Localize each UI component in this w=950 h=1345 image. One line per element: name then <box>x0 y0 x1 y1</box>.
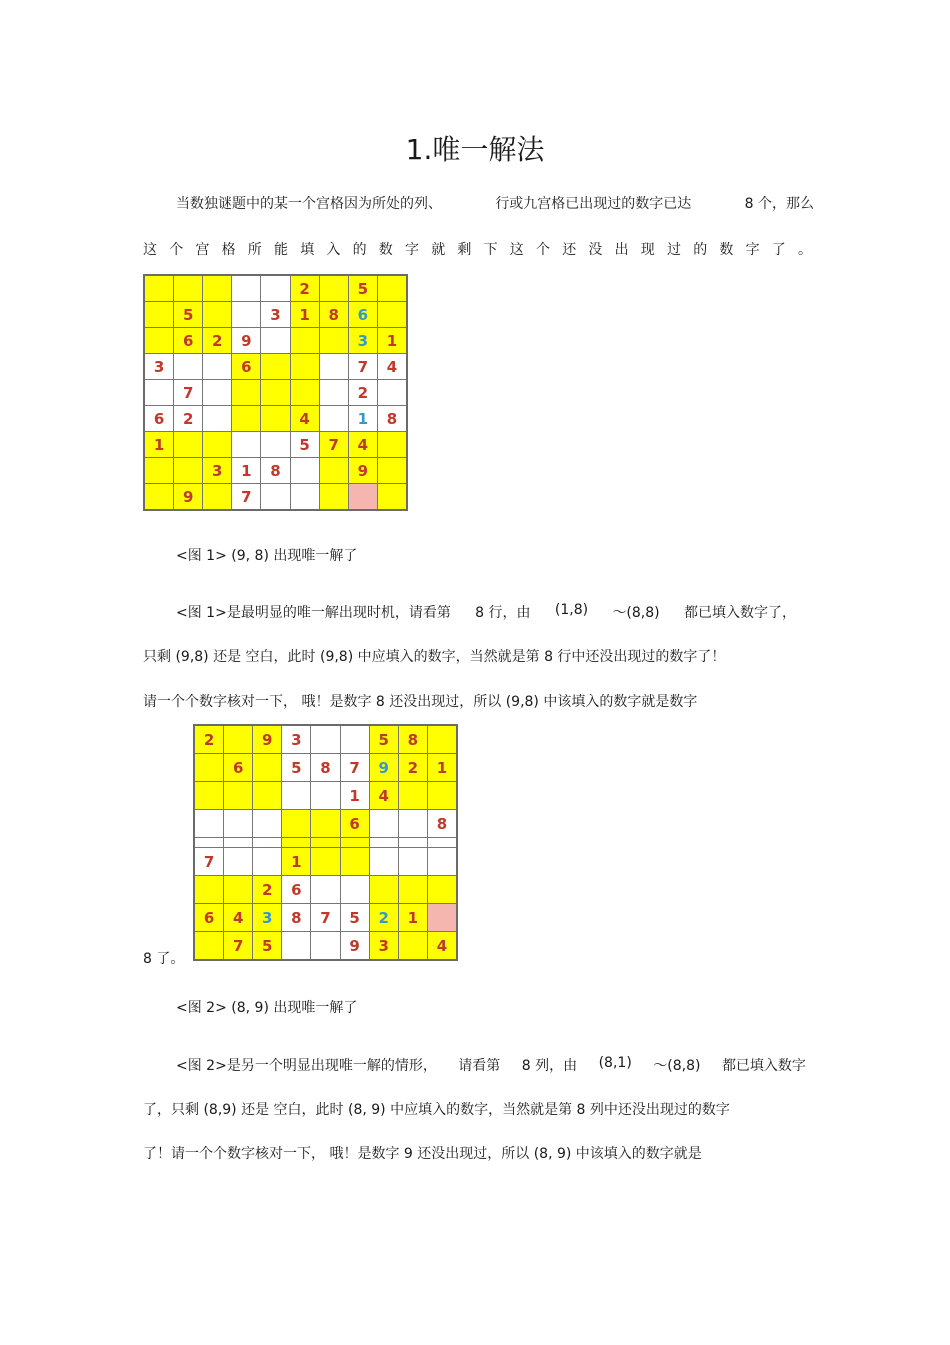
sudoku-cell: 5 <box>282 754 310 781</box>
sudoku-cell <box>320 484 348 509</box>
sudoku-cell <box>399 848 427 875</box>
paragraph-3-line-2: 了，只剩 (8,9) 还是 空白，此时 (8, 9) 中应填入的数字，当然就是第 8 列中还没出现过的数字 <box>143 1102 730 1118</box>
sudoku-cell: 7 <box>174 380 202 405</box>
sudoku-cell <box>253 838 281 847</box>
sudoku-cell <box>203 276 231 301</box>
sudoku-cell: 6 <box>195 904 223 931</box>
sudoku-cell: 2 <box>253 876 281 903</box>
sudoku-cell <box>341 848 369 875</box>
sudoku-cell <box>145 458 173 483</box>
sudoku-cell <box>253 848 281 875</box>
sudoku-cell <box>282 932 310 959</box>
sudoku-cell <box>232 432 260 457</box>
sudoku-cell <box>174 432 202 457</box>
sudoku-cell <box>203 302 231 327</box>
sudoku-cell <box>261 328 289 353</box>
sudoku-cell <box>253 782 281 809</box>
sudoku-cell: 6 <box>145 406 173 431</box>
sudoku-cell <box>291 484 319 509</box>
text-span: 行或九宫格已出现过的数字已达 <box>495 196 692 212</box>
sudoku-cell <box>378 458 406 483</box>
sudoku-cell <box>282 782 310 809</box>
sudoku-cell: 7 <box>320 432 348 457</box>
sudoku-cell: 6 <box>349 302 377 327</box>
sudoku-cell: 7 <box>311 904 339 931</box>
sudoku-cell <box>428 904 456 931</box>
sudoku-cell: 1 <box>145 432 173 457</box>
sudoku-cell <box>311 838 339 847</box>
sudoku-cell <box>370 876 398 903</box>
sudoku-cell <box>261 354 289 379</box>
sudoku-cell <box>253 754 281 781</box>
sudoku-cell: 9 <box>253 726 281 753</box>
paragraph-2-line-3: 请一个个数字核对一下， 哦！是数字 8 还没出现过，所以 (9,8) 中该填入的数字就是数字 <box>143 694 698 710</box>
sudoku-cell: 6 <box>232 354 260 379</box>
text-span: 8 列，由 <box>521 1058 578 1074</box>
sudoku-cell: 5 <box>341 904 369 931</box>
paragraph-1-line-1 <box>176 193 814 213</box>
sudoku-figure-1 <box>143 274 408 511</box>
sudoku-cell <box>195 838 223 847</box>
text-span: 当数独谜题中的某一个宫格因为所处的列、 <box>176 196 442 212</box>
sudoku-cell <box>145 484 173 509</box>
sudoku-cell <box>261 276 289 301</box>
sudoku-cell <box>224 838 252 847</box>
sudoku-cell: 5 <box>174 302 202 327</box>
sudoku-cell: 8 <box>282 904 310 931</box>
sudoku-cell <box>341 876 369 903</box>
sudoku-cell <box>311 932 339 959</box>
sudoku-cell <box>232 380 260 405</box>
sudoku-cell <box>428 876 456 903</box>
sudoku-cell: 1 <box>341 782 369 809</box>
sudoku-cell <box>311 848 339 875</box>
sudoku-cell: 2 <box>291 276 319 301</box>
sudoku-cell: 4 <box>224 904 252 931</box>
sudoku-figure-2 <box>193 724 458 961</box>
page-title: 1.唯一解法 <box>405 133 545 166</box>
sudoku-cell <box>195 754 223 781</box>
sudoku-cell: 4 <box>291 406 319 431</box>
sudoku-cell: 8 <box>378 406 406 431</box>
sudoku-cell <box>311 726 339 753</box>
sudoku-cell <box>311 876 339 903</box>
sudoku-cell: 1 <box>399 904 427 931</box>
sudoku-cell: 8 <box>311 754 339 781</box>
sudoku-cell: 5 <box>253 932 281 959</box>
sudoku-cell <box>195 876 223 903</box>
sudoku-cell: 1 <box>378 328 406 353</box>
paragraph-3-line-1 <box>176 1055 806 1075</box>
sudoku-cell <box>282 810 310 837</box>
sudoku-cell <box>349 484 377 509</box>
sudoku-cell: 5 <box>349 276 377 301</box>
sudoku-cell <box>341 838 369 847</box>
sudoku-cell: 9 <box>341 932 369 959</box>
text-span: ～(8,8) <box>612 605 660 621</box>
sudoku-cell <box>174 354 202 379</box>
sudoku-cell <box>399 810 427 837</box>
sudoku-cell <box>261 484 289 509</box>
sudoku-cell <box>145 276 173 301</box>
sudoku-cell: 4 <box>428 932 456 959</box>
sudoku-cell: 5 <box>370 726 398 753</box>
sudoku-cell <box>311 810 339 837</box>
figure-2-prefix-text: 8 了。 <box>143 951 185 967</box>
sudoku-cell <box>320 328 348 353</box>
sudoku-cell: 9 <box>174 484 202 509</box>
sudoku-cell: 2 <box>349 380 377 405</box>
sudoku-cell: 9 <box>349 458 377 483</box>
text-span: (8,1) <box>598 1055 632 1071</box>
sudoku-cell <box>378 484 406 509</box>
sudoku-cell: 4 <box>349 432 377 457</box>
sudoku-cell <box>224 782 252 809</box>
sudoku-cell <box>195 932 223 959</box>
sudoku-cell <box>370 838 398 847</box>
sudoku-cell: 7 <box>341 754 369 781</box>
sudoku-cell <box>320 276 348 301</box>
sudoku-cell <box>203 380 231 405</box>
text-span: (1,8) <box>554 602 589 618</box>
sudoku-cell: 6 <box>174 328 202 353</box>
sudoku-cell: 3 <box>253 904 281 931</box>
sudoku-cell: 7 <box>232 484 260 509</box>
sudoku-cell: 7 <box>349 354 377 379</box>
sudoku-cell <box>203 484 231 509</box>
sudoku-cell: 7 <box>224 932 252 959</box>
sudoku-cell <box>399 782 427 809</box>
paragraph-3-line-3: 了！请一个个数字核对一下， 哦！是数字 9 还没出现过，所以 (8, 9) 中该填入的数字就是 <box>143 1146 702 1162</box>
sudoku-cell: 8 <box>399 726 427 753</box>
sudoku-cell <box>291 328 319 353</box>
sudoku-cell <box>203 406 231 431</box>
sudoku-cell <box>399 932 427 959</box>
sudoku-cell <box>311 782 339 809</box>
sudoku-cell: 1 <box>232 458 260 483</box>
sudoku-cell: 6 <box>224 754 252 781</box>
text-span: <图 2>是另一个明显出现唯一解的情形， <box>176 1058 437 1074</box>
sudoku-cell <box>378 276 406 301</box>
sudoku-cell: 3 <box>145 354 173 379</box>
sudoku-cell <box>232 276 260 301</box>
sudoku-cell: 2 <box>399 754 427 781</box>
sudoku-cell: 3 <box>203 458 231 483</box>
sudoku-cell <box>232 302 260 327</box>
sudoku-cell <box>224 726 252 753</box>
sudoku-cell: 8 <box>428 810 456 837</box>
sudoku-cell <box>261 406 289 431</box>
sudoku-cell: 9 <box>232 328 260 353</box>
paragraph-2-line-2: 只剩 (9,8) 还是 空白，此时 (9,8) 中应填入的数字，当然就是第 8 行中还没出现过的数字了！ <box>143 649 726 665</box>
sudoku-cell <box>370 810 398 837</box>
sudoku-cell <box>341 726 369 753</box>
sudoku-cell: 2 <box>174 406 202 431</box>
sudoku-cell <box>291 380 319 405</box>
sudoku-cell: 4 <box>378 354 406 379</box>
text-span: <图 1>是最明显的唯一解出现时机，请看第 <box>176 605 451 621</box>
sudoku-cell: 3 <box>349 328 377 353</box>
sudoku-cell: 7 <box>195 848 223 875</box>
sudoku-cell <box>370 848 398 875</box>
sudoku-cell <box>378 432 406 457</box>
sudoku-cell <box>428 782 456 809</box>
figure-2-caption: <图 2> (8, 9) 出现唯一解了 <box>176 1000 358 1016</box>
figure-1-caption: <图 1> (9, 8) 出现唯一解了 <box>176 548 358 564</box>
sudoku-cell <box>399 838 427 847</box>
text-span: 都已填入数字了， <box>683 605 796 621</box>
text-span: 请看第 <box>458 1058 501 1074</box>
text-span: 8 个，那么 <box>744 196 814 212</box>
sudoku-cell <box>291 458 319 483</box>
sudoku-cell <box>428 838 456 847</box>
sudoku-cell <box>378 302 406 327</box>
sudoku-cell: 6 <box>282 876 310 903</box>
sudoku-cell: 2 <box>203 328 231 353</box>
sudoku-cell: 1 <box>428 754 456 781</box>
sudoku-cell <box>203 354 231 379</box>
sudoku-cell <box>282 838 310 847</box>
sudoku-cell: 1 <box>349 406 377 431</box>
text-span: ～(8,8) <box>653 1058 701 1074</box>
sudoku-cell: 4 <box>370 782 398 809</box>
paragraph-1-line-2: 这个宫格所能填入的数字就剩下这个还没出现过的数字了。 <box>143 242 825 258</box>
sudoku-cell <box>195 810 223 837</box>
sudoku-cell <box>320 380 348 405</box>
sudoku-cell <box>145 302 173 327</box>
sudoku-cell <box>320 354 348 379</box>
sudoku-cell <box>145 380 173 405</box>
sudoku-cell <box>253 810 281 837</box>
paragraph-2-line-1 <box>176 602 796 622</box>
sudoku-cell <box>291 354 319 379</box>
sudoku-cell: 2 <box>370 904 398 931</box>
sudoku-cell <box>195 782 223 809</box>
sudoku-cell <box>224 810 252 837</box>
sudoku-cell <box>320 458 348 483</box>
sudoku-cell: 5 <box>291 432 319 457</box>
sudoku-cell <box>378 380 406 405</box>
sudoku-cell: 1 <box>282 848 310 875</box>
sudoku-cell <box>261 432 289 457</box>
text-span: 都已填入数字 <box>721 1058 806 1074</box>
sudoku-cell <box>232 406 260 431</box>
sudoku-cell: 3 <box>370 932 398 959</box>
sudoku-cell <box>320 406 348 431</box>
sudoku-cell <box>428 848 456 875</box>
sudoku-cell: 3 <box>261 302 289 327</box>
sudoku-cell: 3 <box>282 726 310 753</box>
sudoku-cell <box>261 380 289 405</box>
sudoku-cell: 9 <box>370 754 398 781</box>
sudoku-cell: 8 <box>261 458 289 483</box>
sudoku-cell <box>224 876 252 903</box>
sudoku-cell: 8 <box>320 302 348 327</box>
sudoku-cell <box>399 876 427 903</box>
sudoku-cell: 1 <box>291 302 319 327</box>
sudoku-cell <box>174 458 202 483</box>
text-span: 8 行，由 <box>475 605 531 621</box>
sudoku-cell: 6 <box>341 810 369 837</box>
sudoku-cell: 2 <box>195 726 223 753</box>
sudoku-cell <box>145 328 173 353</box>
sudoku-cell <box>203 432 231 457</box>
sudoku-cell <box>428 726 456 753</box>
sudoku-cell <box>174 276 202 301</box>
sudoku-cell <box>224 848 252 875</box>
